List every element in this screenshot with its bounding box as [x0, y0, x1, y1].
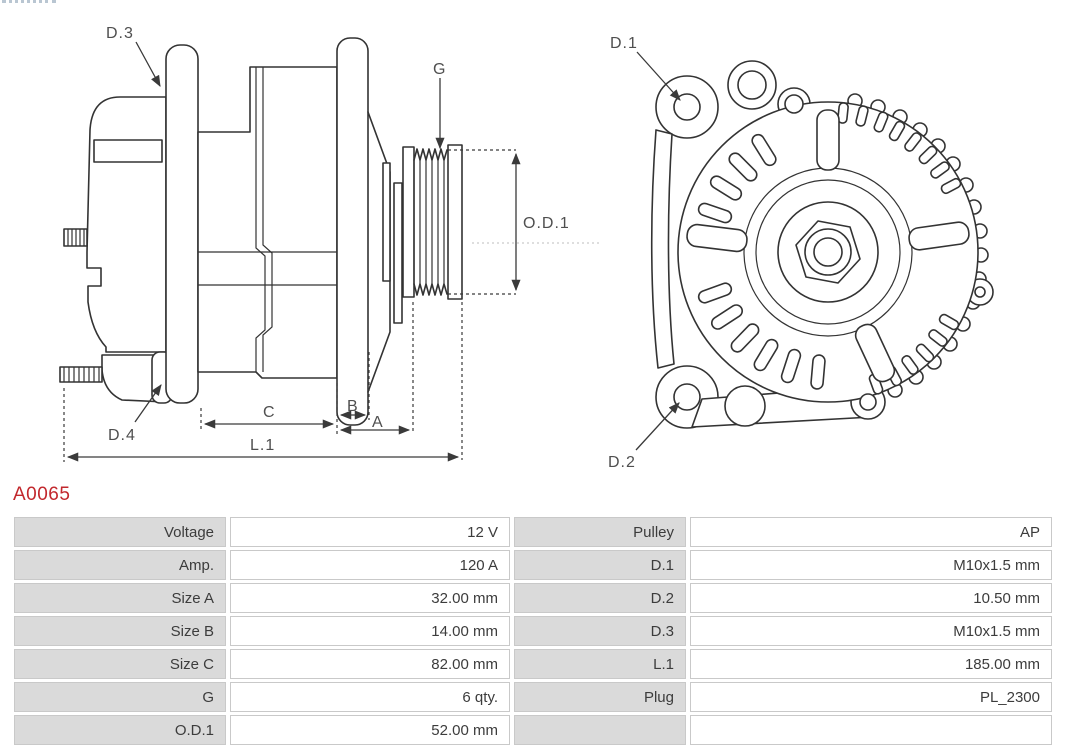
spec-value: PL_2300	[690, 682, 1052, 712]
dim-label-d3: D.3	[106, 25, 134, 42]
spec-value: 185.00 mm	[690, 649, 1052, 679]
table-row	[14, 649, 1052, 679]
spec-label: Size A	[14, 583, 226, 613]
table-row	[14, 682, 1052, 712]
spec-label: D.3	[514, 616, 686, 646]
spec-value: 10.50 mm	[690, 583, 1052, 613]
dim-label-od1: O.D.1	[523, 215, 570, 232]
table-row	[14, 616, 1052, 646]
dim-label-a: A	[372, 414, 384, 431]
spec-value: 6 qty.	[230, 682, 510, 712]
dim-label-c: C	[263, 404, 276, 421]
table-row	[14, 715, 1052, 745]
spec-value: 12 V	[230, 517, 510, 547]
front-view-drawing	[608, 35, 993, 471]
spec-table	[10, 514, 1056, 748]
table-row	[14, 550, 1052, 580]
spec-value: M10x1.5 mm	[690, 550, 1052, 580]
spec-value: 14.00 mm	[230, 616, 510, 646]
mounting-hole-d2	[674, 384, 700, 410]
spec-value: M10x1.5 mm	[690, 616, 1052, 646]
spec-value: 120 A	[230, 550, 510, 580]
dim-label-d1: D.1	[610, 35, 638, 52]
part-number: A0065	[13, 484, 71, 505]
spec-label: D.2	[514, 583, 686, 613]
spec-label: Size B	[14, 616, 226, 646]
table-row	[14, 583, 1052, 613]
spec-value: 82.00 mm	[230, 649, 510, 679]
spec-label: L.1	[514, 649, 686, 679]
spec-label	[514, 715, 686, 745]
spec-label: Pulley	[514, 517, 686, 547]
spec-value: 52.00 mm	[230, 715, 510, 745]
spec-label: D.1	[514, 550, 686, 580]
spec-label: Size C	[14, 649, 226, 679]
side-view-drawing	[60, 25, 600, 462]
spec-label: G	[14, 682, 226, 712]
dim-label-d4: D.4	[108, 427, 136, 444]
table-row	[14, 517, 1052, 547]
dim-label-l1: L.1	[250, 437, 276, 454]
spec-label: O.D.1	[14, 715, 226, 745]
spec-label: Voltage	[14, 517, 226, 547]
spec-value: AP	[690, 517, 1052, 547]
dim-label-b: B	[347, 398, 359, 415]
spec-label: Amp.	[14, 550, 226, 580]
dim-label-g: G	[433, 61, 447, 78]
dim-label-d2: D.2	[608, 454, 636, 471]
spec-value	[690, 715, 1052, 745]
spec-label: Plug	[514, 682, 686, 712]
spec-value: 32.00 mm	[230, 583, 510, 613]
